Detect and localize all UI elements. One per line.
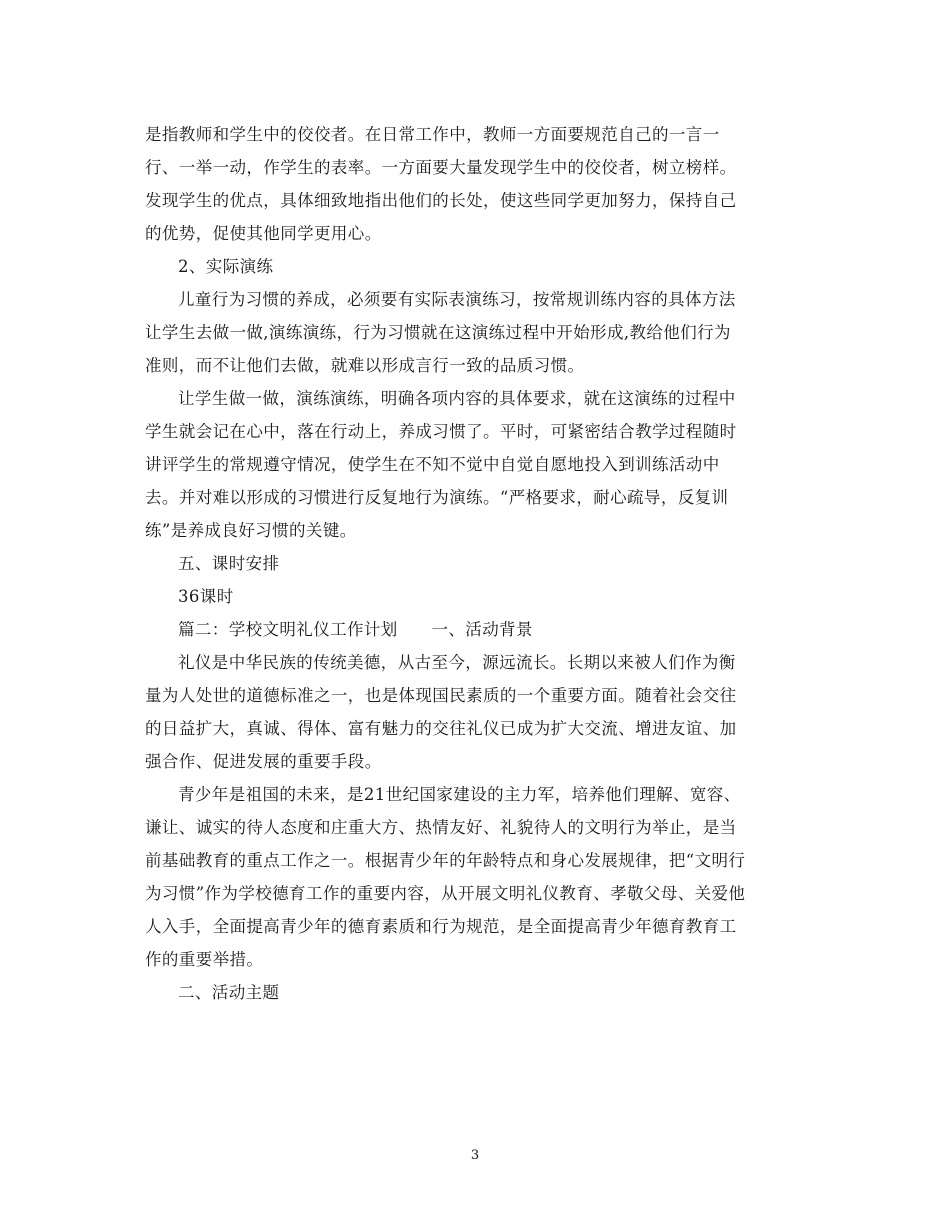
text-line: 强合作、促进发展的重要手段。 bbox=[145, 752, 382, 771]
page-body bbox=[145, 118, 810, 1009]
text-line: 36课时 bbox=[178, 587, 234, 606]
page-number: 3 bbox=[470, 1148, 480, 1163]
text-line: 准则，而不让他们去做，就难以形成言行一致的品质习惯。 bbox=[145, 356, 585, 375]
paragraph-first-line: 青少年是祖国的未来，是21世纪国家建设的主力军，培养他们理解、宽容、 bbox=[178, 785, 741, 804]
section-heading: 篇二：学校文明礼仪工作计划 一、活动背景 bbox=[178, 620, 533, 639]
paragraph-first-line: 儿童行为习惯的养成，必须要有实际表演练习，按常规训练内容的具体方法 bbox=[178, 290, 736, 309]
text-line: 为习惯”作为学校德育工作的重要内容，从开展文明礼仪教育、孝敬父母、关爱他 bbox=[145, 884, 746, 903]
text-line: 量为人处世的道德标准之一，也是体现国民素质的一个重要方面。随着社会交往 bbox=[145, 686, 737, 705]
text-line: 让学生去做一做,演练演练，行为习惯就在这演练过程中开始形成,教给他们行为 bbox=[145, 323, 731, 342]
section-heading: 二、活动主题 bbox=[178, 983, 280, 1002]
text-line: 的优势，促使其他同学更用心。 bbox=[145, 224, 382, 243]
text-line: 讲评学生的常规遵守情况，使学生在不知不觉中自觉自愿地投入到训练活动中 bbox=[145, 455, 720, 474]
text-line: 前基础教育的重点工作之一。根据青少年的年龄特点和身心发展规律，把“文明行 bbox=[145, 851, 746, 870]
paragraph-first-line: 让学生做一做，演练演练，明确各项内容的具体要求，就在这演练的过程中 bbox=[178, 389, 736, 408]
section-heading: 2、实际演练 bbox=[178, 257, 274, 276]
text-line: 作的重要举措。 bbox=[145, 950, 264, 969]
text-line: 练”是养成良好习惯的关键。 bbox=[145, 521, 357, 540]
paragraph-first-line: 礼仪是中华民族的传统美德，从古至今，源远流长。长期以来被人们作为衡 bbox=[178, 653, 736, 672]
text-line: 是指教师和学生中的佼佼者。在日常工作中，教师一方面要规范自己的一言一 bbox=[145, 125, 720, 144]
text-line: 学生就会记在心中，落在行动上，养成习惯了。平时，可紧密结合教学过程随时 bbox=[145, 422, 737, 441]
text-line: 去。并对难以形成的习惯进行反复地行为演练。“严格要求，耐心疏导，反复训 bbox=[145, 488, 729, 507]
text-line: 行、一举一动，作学生的表率。一方面要大量发现学生中的佼佼者，树立榜样。 bbox=[145, 158, 737, 177]
text-line: 谦让、诚实的待人态度和庄重大方、热情友好、礼貌待人的文明行为举止，是当 bbox=[145, 818, 737, 837]
section-heading: 五、课时安排 bbox=[178, 554, 280, 573]
text-line: 人入手，全面提高青少年的德育素质和行为规范，是全面提高青少年德育教育工 bbox=[145, 917, 737, 936]
text-line: 的日益扩大，真诚、得体、富有魅力的交往礼仪已成为扩大交流、增进友谊、加 bbox=[145, 719, 737, 738]
text-line: 发现学生的优点，具体细致地指出他们的长处，使这些同学更加努力，保持自己 bbox=[145, 191, 737, 210]
